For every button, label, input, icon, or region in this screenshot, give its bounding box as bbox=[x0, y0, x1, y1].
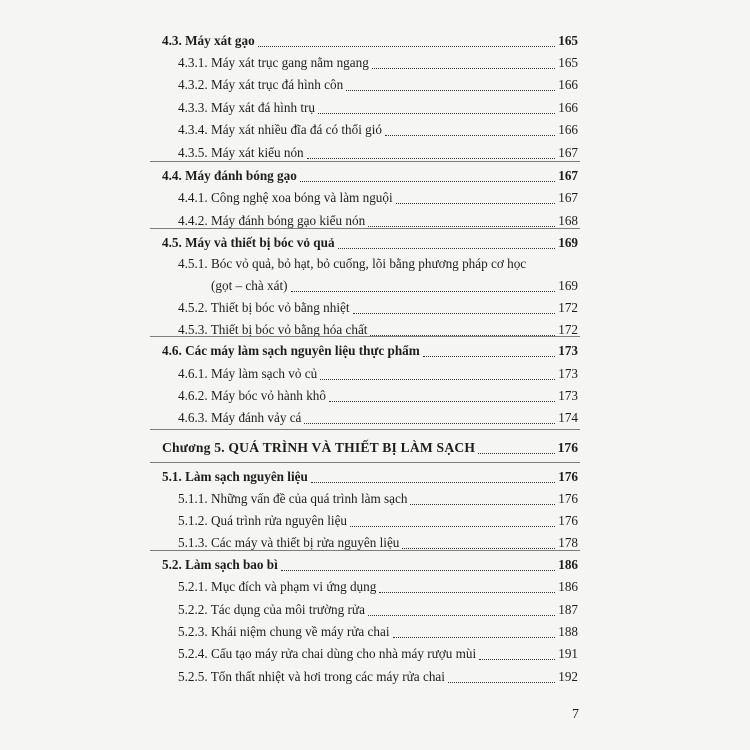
toc-entry-title: 5.2.1. Mục đích và phạm vi ứng dụng bbox=[178, 579, 377, 594]
page-number: 7 bbox=[572, 707, 579, 722]
dot-leader bbox=[393, 637, 555, 638]
dot-leader bbox=[379, 592, 555, 593]
toc-entry-title: 4.3.5. Máy xát kiểu nón bbox=[178, 145, 304, 160]
toc-entry-row[interactable] bbox=[0, 97, 750, 119]
dot-leader bbox=[307, 158, 555, 159]
toc-entry-title: 5.2.4. Cấu tạo máy rửa chai dùng cho nhà máy rượu mùi bbox=[178, 646, 477, 661]
toc-entry-title: 5.1.2. Quá trình rửa nguyên liệu bbox=[178, 513, 348, 528]
dot-leader bbox=[258, 46, 555, 47]
toc-page-number: 188 bbox=[558, 624, 578, 639]
dot-leader bbox=[329, 401, 555, 402]
toc-entry-title: 4.6. Các máy làm sạch nguyên liệu thực phẩm bbox=[162, 343, 420, 358]
toc-page-number: 178 bbox=[558, 535, 578, 550]
toc-entry-row[interactable] bbox=[0, 599, 750, 621]
toc-entry-title: 4.3. Máy xát gạo bbox=[162, 33, 255, 48]
toc-page-number: 192 bbox=[558, 669, 578, 684]
toc-entry-row[interactable] bbox=[0, 363, 750, 385]
toc-entry-row[interactable] bbox=[0, 510, 750, 532]
dot-leader bbox=[291, 291, 555, 292]
toc-entry-title: 4.5.3. Thiết bị bóc vỏ bằng hóa chất bbox=[178, 322, 368, 337]
toc-page-number: 165 bbox=[558, 55, 578, 70]
toc-page-number: 173 bbox=[558, 343, 578, 358]
toc-entry-title: 4.5. Máy và thiết bị bóc vỏ quả bbox=[162, 235, 335, 250]
toc-page-number: 166 bbox=[558, 77, 578, 92]
dot-leader bbox=[311, 482, 555, 483]
dot-leader bbox=[385, 135, 555, 136]
toc-entry-row[interactable] bbox=[0, 319, 750, 341]
toc-page-number: 176 bbox=[558, 469, 578, 484]
dot-leader bbox=[479, 659, 555, 660]
dot-leader bbox=[300, 181, 555, 182]
toc-entry-title: Chương 5. QUÁ TRÌNH VÀ THIẾT BỊ LÀM SẠCH bbox=[162, 440, 476, 455]
toc-page-number: 169 bbox=[558, 278, 578, 293]
toc-page-number: 167 bbox=[558, 145, 578, 160]
toc-entry-row[interactable] bbox=[0, 643, 750, 665]
dot-leader bbox=[304, 423, 555, 424]
dot-leader bbox=[320, 379, 555, 380]
toc-section-row[interactable] bbox=[0, 232, 750, 254]
toc-entry-row[interactable] bbox=[0, 576, 750, 598]
toc-page-number: 186 bbox=[558, 557, 578, 572]
toc-page-number: 172 bbox=[558, 300, 578, 315]
toc-entry-title: 4.6.2. Máy bóc vỏ hành khô bbox=[178, 388, 326, 403]
toc-entry-title: 5.2.5. Tổn thất nhiệt và hơi trong các máy rửa chai bbox=[178, 669, 445, 684]
toc-entry-row[interactable] bbox=[0, 119, 750, 141]
toc-page-number: 173 bbox=[558, 388, 578, 403]
toc-entry-row[interactable] bbox=[0, 253, 750, 275]
toc-page-number: 169 bbox=[558, 235, 578, 250]
toc-entry-title: 5.2.2. Tác dụng của môi trường rửa bbox=[178, 602, 365, 617]
toc-page-number: 166 bbox=[558, 122, 578, 137]
toc-entry-title: 4.3.4. Máy xát nhiều đĩa đá có thổi gió bbox=[178, 122, 383, 137]
dot-leader bbox=[338, 248, 555, 249]
dot-leader bbox=[350, 526, 555, 527]
dot-leader bbox=[396, 203, 555, 204]
toc-chapter-row[interactable] bbox=[0, 437, 750, 459]
toc-entry-title: 4.4.2. Máy đánh bóng gạo kiểu nón bbox=[178, 213, 366, 228]
toc-entry-title: 4.4.1. Công nghệ xoa bóng và làm nguội bbox=[178, 190, 393, 205]
toc-entry-title: 4.6.3. Máy đánh vảy cá bbox=[178, 410, 302, 425]
toc-section-row[interactable] bbox=[0, 30, 750, 52]
toc-entry-title: 4.4. Máy đánh bóng gạo bbox=[162, 168, 297, 183]
dot-leader bbox=[410, 504, 555, 505]
section-divider bbox=[150, 429, 580, 430]
toc-section-row[interactable] bbox=[0, 340, 750, 362]
toc-page-number: 174 bbox=[558, 410, 578, 425]
toc-entry-title: 4.6.1. Máy làm sạch vỏ củ bbox=[178, 366, 318, 381]
toc-entry-title: 4.3.2. Máy xát trục đá hình côn bbox=[178, 77, 344, 92]
toc-page-number: 166 bbox=[558, 100, 578, 115]
toc-entry-title: 5.1. Làm sạch nguyên liệu bbox=[162, 469, 308, 484]
toc-entry-title: 4.3.3. Máy xát đá hình trụ bbox=[178, 100, 315, 115]
toc-entry-title: 5.1.3. Các máy và thiết bị rửa nguyên liệu bbox=[178, 535, 400, 550]
toc-page-number: 176 bbox=[558, 513, 578, 528]
section-divider bbox=[150, 228, 580, 229]
toc-entry-row[interactable] bbox=[0, 407, 750, 429]
toc-entry-row[interactable] bbox=[0, 275, 750, 297]
dot-leader bbox=[423, 356, 555, 357]
dot-leader bbox=[368, 615, 555, 616]
toc-entry-title: 5.1.1. Những vấn đề của quá trình làm sạch bbox=[178, 491, 408, 506]
toc-page-number: 172 bbox=[558, 322, 578, 337]
dot-leader bbox=[353, 313, 555, 314]
dot-leader bbox=[402, 548, 555, 549]
toc-entry-continuation: (gọt – chà xát) bbox=[211, 278, 288, 293]
toc-entry-row[interactable] bbox=[0, 488, 750, 510]
toc-page-number: 186 bbox=[558, 579, 578, 594]
toc-page-number: 187 bbox=[558, 602, 578, 617]
dot-leader bbox=[368, 226, 555, 227]
toc-page-number: 168 bbox=[558, 213, 578, 228]
toc-section-row[interactable] bbox=[0, 554, 750, 576]
toc-entry-row[interactable] bbox=[0, 52, 750, 74]
toc-entry-title: 4.5.2. Thiết bị bóc vỏ bằng nhiệt bbox=[178, 300, 350, 315]
toc-section-row[interactable] bbox=[0, 165, 750, 187]
toc-page-number: 165 bbox=[558, 33, 578, 48]
toc-entry-row[interactable] bbox=[0, 74, 750, 96]
toc-entry-title: 5.2.3. Khái niệm chung về máy rửa chai bbox=[178, 624, 390, 639]
toc-section-row[interactable] bbox=[0, 466, 750, 488]
toc-entry-row[interactable] bbox=[0, 621, 750, 643]
section-divider bbox=[150, 336, 580, 337]
section-divider bbox=[150, 161, 580, 162]
section-divider bbox=[150, 550, 580, 551]
toc-page-number: 191 bbox=[558, 646, 578, 661]
dot-leader bbox=[372, 68, 555, 69]
dot-leader bbox=[478, 453, 555, 454]
toc-page-number: 167 bbox=[558, 168, 578, 183]
toc-page-number: 173 bbox=[558, 366, 578, 381]
toc-page-number: 176 bbox=[557, 440, 578, 455]
toc-entry-row[interactable] bbox=[0, 666, 750, 688]
toc-entry-row[interactable] bbox=[0, 385, 750, 407]
toc-page-number: 176 bbox=[558, 491, 578, 506]
dot-leader bbox=[346, 90, 555, 91]
toc-entry-title: 4.3.1. Máy xát trục gang nằm ngang bbox=[178, 55, 369, 70]
section-divider bbox=[150, 462, 580, 463]
toc-entry-row[interactable] bbox=[0, 297, 750, 319]
toc-entry-title: 5.2. Làm sạch bao bì bbox=[162, 557, 278, 572]
dot-leader bbox=[318, 113, 555, 114]
toc-page-number: 167 bbox=[558, 190, 578, 205]
toc-entry-row[interactable] bbox=[0, 187, 750, 209]
dot-leader bbox=[448, 682, 555, 683]
dot-leader bbox=[281, 570, 555, 571]
toc-entry-title: 4.5.1. Bóc vỏ quả, bỏ hạt, bỏ cuống, lõi bằng phương pháp cơ học bbox=[178, 256, 527, 271]
